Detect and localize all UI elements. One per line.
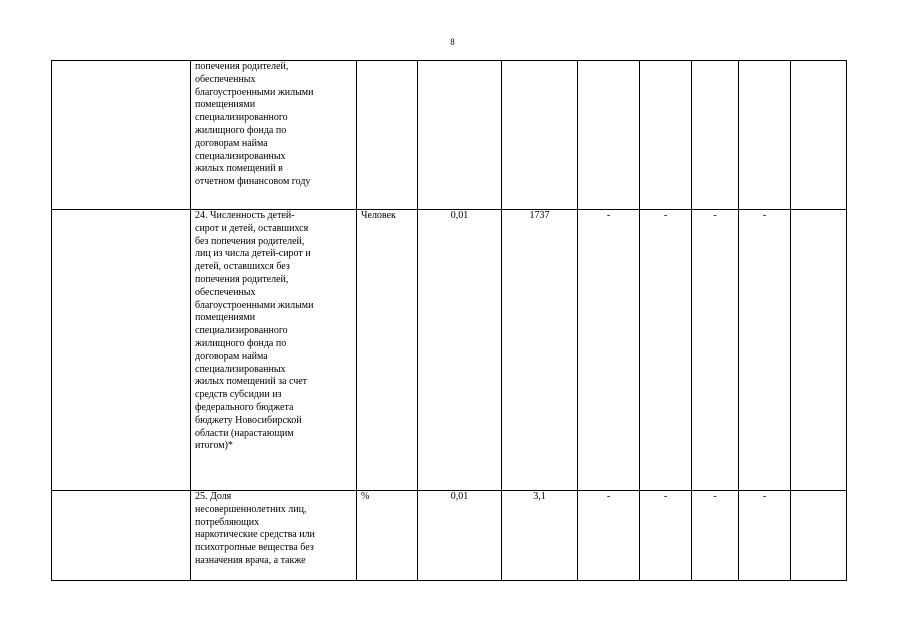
period-1-cell	[578, 61, 640, 210]
value-cell: 3,1	[502, 491, 578, 581]
notes-cell	[791, 61, 847, 210]
page-number: 8	[450, 37, 455, 47]
notes-cell	[791, 491, 847, 581]
table-row	[52, 210, 847, 491]
table-row	[52, 61, 847, 210]
indicator-name-cell: 25. Доля несовершеннолетних лиц, потребляющих наркотические средства или психотропные вещества без назначения врача, а также	[191, 491, 357, 581]
period-3-cell: -	[692, 210, 739, 491]
notes-cell	[791, 210, 847, 491]
period-2-cell: -	[640, 491, 692, 581]
weight-cell: 0,01	[418, 491, 502, 581]
period-2-cell	[640, 61, 692, 210]
weight-cell	[418, 61, 502, 210]
unit-cell	[357, 61, 418, 210]
period-2-cell: -	[640, 210, 692, 491]
period-4-cell: -	[739, 210, 791, 491]
indicator-name-cell: 24. Численность детей- сирот и детей, оставшихся без попечения родителей, лиц из числа детей-сирот и детей, оставшихся без попечения родителей, обеспеченных благоустроенными жилыми помещениями специализированного жилищного фонда по договорам найма специализированных жилых помещений за счет средств субсидии из федерального бюджета бюджету Новосибирской области (нарастающим итогом)*	[191, 210, 357, 491]
program-cell	[52, 210, 191, 491]
table-row	[52, 491, 847, 581]
value-cell	[502, 61, 578, 210]
indicator-name-cell: попечения родителей, обеспеченных благоустроенными жилыми помещениями специализированного жилищного фонда по договорам найма специализированных жилых помещений в отчетном финансовом году	[191, 61, 357, 210]
program-cell	[52, 61, 191, 210]
unit-cell: Человек	[357, 210, 418, 491]
period-4-cell	[739, 61, 791, 210]
period-3-cell	[692, 61, 739, 210]
program-cell	[52, 491, 191, 581]
period-3-cell: -	[692, 491, 739, 581]
indicators-table	[51, 60, 847, 581]
period-4-cell: -	[739, 491, 791, 581]
period-1-cell: -	[578, 491, 640, 581]
value-cell: 1737	[502, 210, 578, 491]
weight-cell: 0,01	[418, 210, 502, 491]
period-1-cell: -	[578, 210, 640, 491]
unit-cell: %	[357, 491, 418, 581]
